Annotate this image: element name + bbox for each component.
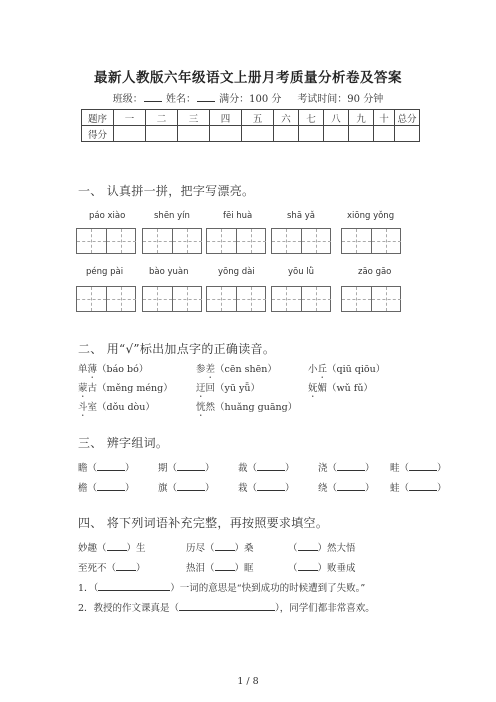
class-blank (144, 92, 162, 102)
char: 古 (87, 383, 98, 394)
dotted-char: 蒙 (78, 383, 88, 394)
reading-item (196, 399, 297, 419)
name-blank (197, 92, 215, 102)
question-2-pre: 2．教授的作文课真是（ (78, 603, 180, 614)
score-cell (242, 126, 274, 142)
score-header-cell: 二 (146, 110, 178, 126)
reading-item (78, 399, 155, 419)
score-header-cell: 六 (274, 110, 299, 126)
word-item (318, 480, 375, 494)
pinyin-label: zāo gāo (358, 267, 392, 277)
idiom-pre: 至死不（ (78, 563, 117, 574)
idiom-post: ）眶 (234, 563, 254, 574)
dotted-char: 差 (205, 364, 216, 375)
idiom-pre: （ (288, 563, 298, 574)
exam-info-line (0, 90, 496, 105)
answer-blank[interactable] (257, 461, 285, 471)
score-header-cell: 四 (210, 110, 242, 126)
score-header-cell: 总分 (395, 110, 420, 126)
answer-blank[interactable] (177, 461, 205, 471)
char-open: 旗（ (158, 483, 178, 494)
word-item (318, 460, 375, 474)
pinyin-options[interactable]: （dǒu dòu） (97, 402, 155, 413)
writing-grid[interactable] (206, 286, 266, 312)
pinyin-options[interactable]: （báo bó） (97, 364, 149, 375)
paren-close: ） (437, 483, 447, 494)
score-cell (178, 126, 210, 142)
pinyin-options[interactable]: （cēn shēn） (215, 364, 277, 375)
word-item (78, 460, 135, 474)
idiom-pre: 妙趣（ (78, 543, 107, 554)
score-header-cell: 十 (374, 110, 395, 126)
score-row-label: 得分 (82, 126, 114, 142)
score-header-cell: 三 (178, 110, 210, 126)
score-table (81, 109, 420, 142)
question-2 (78, 600, 375, 614)
answer-blank[interactable] (337, 461, 365, 471)
answer-blank[interactable] (298, 541, 318, 551)
char-open: 蛙（ (390, 483, 410, 494)
idiom-post: ）败垂成 (317, 563, 356, 574)
pinyin-options[interactable]: （qiū qiōu） (327, 364, 386, 375)
char: 室 (87, 402, 98, 413)
writing-grid[interactable] (142, 228, 202, 254)
score-header-cell: 九 (349, 110, 374, 126)
dotted-char: 斗 (78, 402, 88, 413)
pinyin-label: yōu lǜ (288, 267, 315, 277)
paren-close: ） (125, 483, 135, 494)
score-header-cell: 八 (324, 110, 349, 126)
section-1-heading: 一、 认真拼一拼，把字写漂亮。 (78, 184, 255, 198)
reading-item (308, 361, 385, 381)
word-item (158, 460, 215, 474)
char: 参 (196, 364, 206, 375)
word-item (158, 480, 215, 494)
score-table-score-row (82, 126, 420, 142)
char: 媚 (317, 383, 328, 394)
char-open: 期（ (158, 463, 178, 474)
reading-item (78, 380, 173, 400)
char: 然 (205, 402, 216, 413)
paren-close: ） (125, 463, 135, 474)
answer-blank[interactable] (409, 481, 437, 491)
pinyin-label: shā yǎ (287, 211, 315, 221)
answer-blank[interactable] (97, 481, 125, 491)
paren-close: ） (437, 463, 447, 474)
dotted-char: 丘 (317, 364, 328, 375)
score-cell (349, 126, 374, 142)
answer-blank[interactable] (107, 541, 127, 551)
answer-blank[interactable] (409, 461, 437, 471)
word-item (390, 460, 447, 474)
score-header-cell: 七 (299, 110, 324, 126)
answer-blank[interactable] (116, 561, 136, 571)
writing-grid[interactable] (142, 286, 202, 312)
answer-blank[interactable] (298, 561, 318, 571)
idiom-post: ）生 (126, 543, 146, 554)
score-header-cell: 五 (242, 110, 274, 126)
word-item (390, 480, 447, 494)
char-open: 檐（ (78, 483, 98, 494)
score-cell (146, 126, 178, 142)
reading-item (196, 380, 260, 400)
answer-blank[interactable] (215, 541, 235, 551)
question-2-post: ），同学们都非常喜欢。 (275, 603, 375, 614)
char: 单 (78, 364, 88, 375)
paren-close: ） (285, 483, 295, 494)
word-item (238, 460, 295, 474)
idiom-post: ）桑 (234, 543, 254, 554)
score-cell (324, 126, 349, 142)
char: 小 (308, 364, 318, 375)
pinyin-label: yōng dài (218, 267, 255, 277)
reading-item (196, 361, 277, 381)
score-cell (210, 126, 242, 142)
writing-grid[interactable] (341, 286, 401, 312)
exam-time: 考试时间：90 分钟 (297, 94, 384, 105)
score-cell (374, 126, 395, 142)
answer-blank[interactable] (215, 561, 235, 571)
writing-grid[interactable] (206, 228, 266, 254)
writing-grid[interactable] (76, 286, 136, 312)
paren-close: ） (285, 463, 295, 474)
page-number: 1 / 8 (237, 676, 259, 687)
idiom-item (288, 560, 356, 574)
writing-grid[interactable] (271, 228, 331, 254)
char-open: 畦（ (390, 463, 410, 474)
pinyin-options[interactable]: （huǎng guāng） (215, 402, 298, 413)
section-3-heading: 三、 辨字组词。 (78, 436, 169, 450)
answer-blank[interactable] (98, 581, 170, 591)
score-cell (274, 126, 299, 142)
dotted-char: 妩 (308, 383, 318, 394)
idiom-pre: 历尽（ (186, 543, 215, 554)
idiom-item (288, 540, 356, 554)
question-1-pre: 1．（ (78, 583, 99, 594)
pinyin-label: péng pài (86, 267, 124, 277)
idiom-post: ） (136, 563, 146, 574)
answer-blank[interactable] (337, 481, 365, 491)
dotted-char: 薄 (87, 364, 98, 375)
pinyin-label: bào yuàn (149, 267, 189, 277)
score-cell (114, 126, 146, 142)
char-open: 绕（ (318, 483, 338, 494)
pinyin-label: páo xiào (89, 211, 126, 221)
score-header-cell: 题序 (82, 110, 114, 126)
score-table-header-row (82, 110, 420, 126)
full-score: 满分：100 分 (219, 94, 282, 105)
word-item (78, 480, 135, 494)
char-open: 裁（ (238, 463, 258, 474)
idiom-item (186, 560, 254, 574)
pinyin-label: fēi huà (223, 211, 253, 221)
question-1-post: ）一词的意思是“快到成功的时候遭到了失败。” (170, 583, 366, 594)
idiom-post: ）然大悟 (317, 543, 356, 554)
pinyin-label: xiōng yǒng (347, 211, 395, 221)
pinyin-options[interactable]: （yū yǖ） (215, 383, 261, 394)
section-2-heading: 二、 用“√”标出加点字的正确读音。 (78, 342, 276, 356)
dotted-char: 恍 (196, 402, 206, 413)
paren-close: ） (205, 483, 215, 494)
idiom-pre: 热泪（ (186, 563, 215, 574)
score-header-cell: 一 (114, 110, 146, 126)
answer-blank[interactable] (257, 481, 285, 491)
writing-grid[interactable] (271, 286, 331, 312)
pinyin-options[interactable]: （wǔ fǔ） (327, 383, 373, 394)
paren-close: ） (365, 483, 375, 494)
paren-close: ） (205, 463, 215, 474)
pinyin-label: shēn yín (154, 211, 190, 221)
idiom-item (186, 540, 254, 554)
writing-grid[interactable] (341, 228, 401, 254)
section-4-heading: 四、 将下列词语补充完整，再按照要求填空。 (78, 516, 329, 530)
paren-close: ） (365, 463, 375, 474)
char-open: 栽（ (238, 483, 258, 494)
answer-blank[interactable] (97, 461, 125, 471)
pinyin-options[interactable]: （měng méng） (97, 383, 173, 394)
reading-item (78, 361, 148, 381)
word-item (238, 480, 295, 494)
char-open: 浇（ (318, 463, 338, 474)
question-1 (78, 580, 365, 594)
answer-blank[interactable] (179, 601, 275, 611)
score-cell (395, 126, 420, 142)
reading-item (308, 380, 373, 400)
score-cell (299, 126, 324, 142)
idiom-item (78, 560, 146, 574)
writing-grid[interactable] (76, 228, 136, 254)
idiom-item (78, 540, 146, 554)
answer-blank[interactable] (177, 481, 205, 491)
name-label: 姓名： (165, 94, 196, 105)
class-label: 班级： (112, 94, 143, 105)
idiom-pre: （ (288, 543, 298, 554)
char: 回 (205, 383, 216, 394)
char-open: 瞻（ (78, 463, 98, 474)
dotted-char: 迂 (196, 383, 206, 394)
document-title: 最新人教版六年级语文上册月考质量分析卷及答案 (94, 70, 402, 86)
